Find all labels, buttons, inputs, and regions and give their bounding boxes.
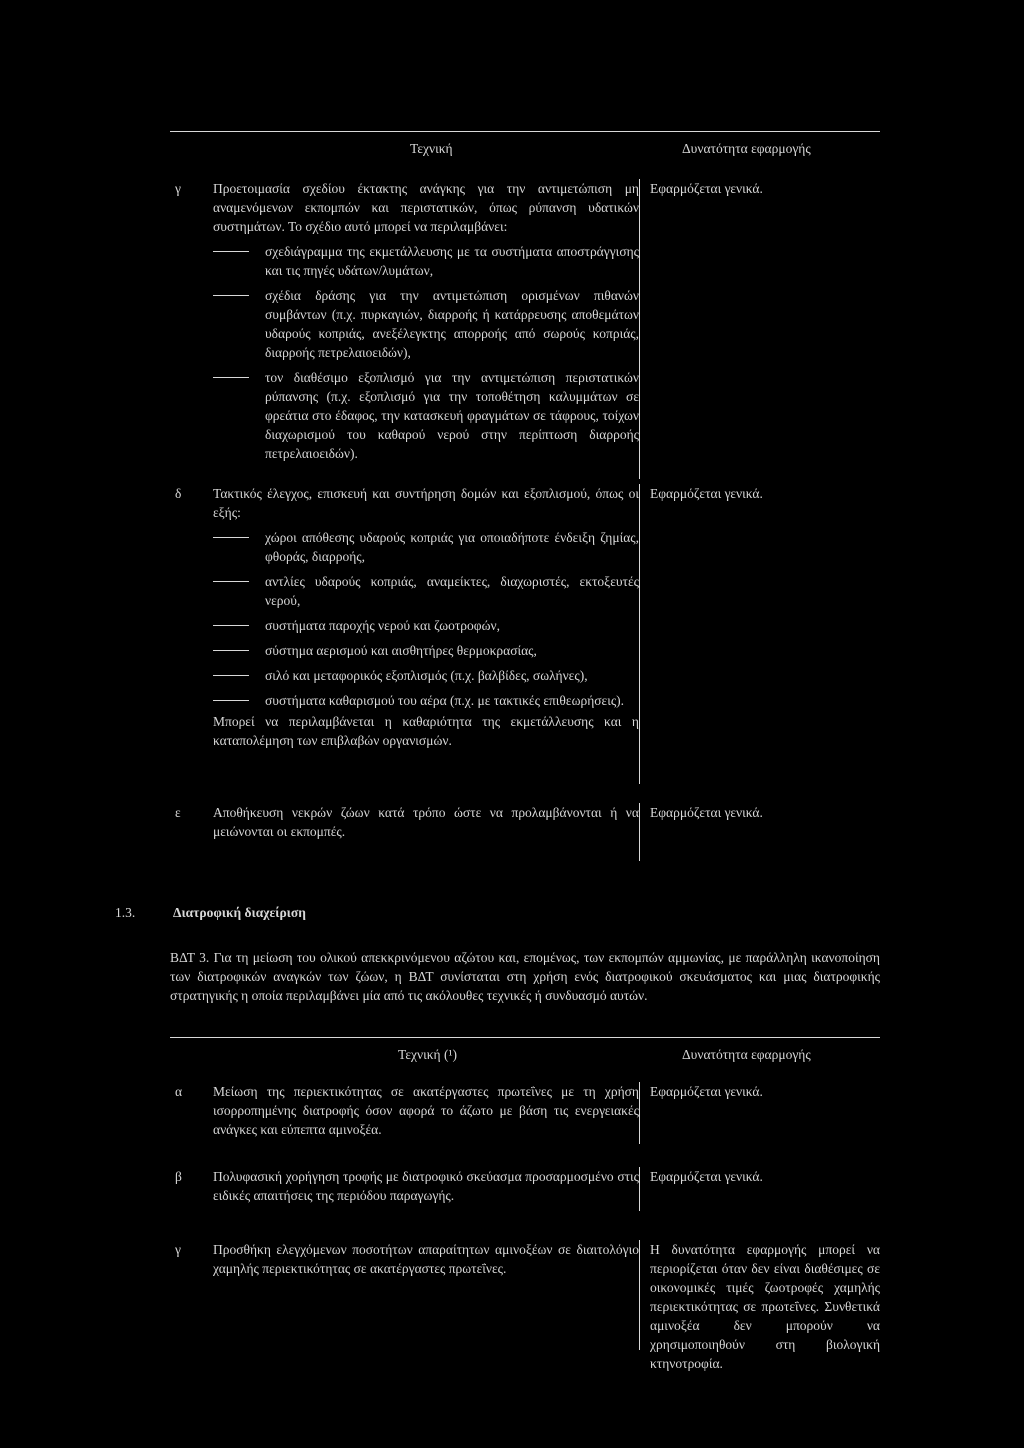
- table-row: [170, 803, 880, 861]
- list-item: σύστημα αερισμού και αισθητήρες θερμοκρασίας,: [213, 641, 639, 660]
- header-applicability: Δυνατότητα εφαρμογής: [682, 141, 811, 156]
- technique-cell: [213, 1240, 640, 1350]
- list-item: συστήματα καθαρισμού του αέρα (π.χ. με τακτικές επιθεωρήσεις).: [213, 691, 639, 710]
- table-1-header: [170, 131, 880, 160]
- technique-cell: [213, 803, 640, 861]
- header-technique: Τεχνική (¹): [398, 1047, 457, 1062]
- header-applicability: Δυνατότητα εφαρμογής: [682, 1047, 811, 1062]
- technique-intro: Πολυφασική χορήγηση τροφής με διατροφικό σκεύασμα προσαρμοσμένο στις ειδικές απαιτήσεις της περιόδου παραγωγής.: [213, 1169, 639, 1203]
- list-item: συστήματα παροχής νερού και ζωοτροφών,: [213, 616, 639, 635]
- row-label: δ: [175, 486, 182, 501]
- table-2-header: [170, 1037, 880, 1066]
- table-row: [170, 1240, 880, 1371]
- row-label: β: [175, 1169, 182, 1184]
- list-item: σχέδια δράσης για την αντιμετώπιση ορισμένων πιθανών συμβάντων (π.χ. πυρκαγιών, διαρροής ή κατάρρευσης αποθεμάτων υδαρούς κοπριάς, ανεξέλεγκτης απορροής από σωρούς κοπριάς, διαρροής πετρελαιοειδών),: [213, 286, 639, 362]
- technique-cell: [213, 484, 640, 784]
- table-row: [170, 179, 880, 479]
- applicability-cell: Εφαρμόζεται γενικά.: [650, 181, 763, 196]
- technique-intro: Τακτικός έλεγχος, επισκευή και συντήρηση δομών και εξοπλισμού, όπως οι εξής:: [213, 486, 639, 520]
- row-label: α: [175, 1084, 183, 1099]
- header-technique: Τεχνική: [410, 141, 453, 156]
- section-number: 1.3.: [115, 905, 136, 920]
- applicability-cell: Εφαρμόζεται γενικά.: [650, 805, 763, 820]
- technique-intro: Προσθήκη ελεγχόμενων ποσοτήτων απαραίτητων αμινοξέων σε διαιτολόγιο χαμηλής περιεκτικότητας σε ακατέργαστες πρωτεΐνες.: [213, 1242, 639, 1276]
- table-row: [170, 1167, 880, 1211]
- row-label: γ: [175, 1242, 181, 1257]
- technique-cell: [213, 1082, 640, 1144]
- technique-cell: [213, 179, 640, 479]
- section-title: Διατροφική διαχείριση: [173, 905, 306, 920]
- technique-intro: Μείωση της περιεκτικότητας σε ακατέργαστες πρωτεΐνες με τη χρήση ισορροπημένης διατροφής όσον αφορά το άζωτο με βάση τις ενεργειακές ανάγκες και εύπεπτα αμινοξέα.: [213, 1084, 639, 1137]
- table-1: [170, 131, 880, 861]
- table-row: [170, 1082, 880, 1144]
- technique-cell: [213, 1167, 640, 1211]
- applicability-cell: Εφαρμόζεται γενικά.: [650, 1169, 763, 1184]
- bat-paragraph: ΒΔΤ 3. Για τη μείωση του ολικού απεκκρινόμενου αζώτου και, επομένως, των εκπομπών αμμωνίας, με παράλληλη ικανοποίηση των διατροφικών αναγκών των ζώων, η ΒΔΤ συνίσταται στη χρήση ενός διατροφικού σκευάσματος και μιας διατροφικής στρατηγικής η οποία περιλαμβάνει μία από τις ακόλουθες τεχνικές ή συνδυασμό αυτών.: [170, 950, 880, 1003]
- table-2: [170, 1037, 880, 1377]
- row-label: ε: [175, 805, 181, 820]
- table-row: [170, 484, 880, 784]
- row-label: γ: [175, 181, 181, 196]
- technique-note: Μπορεί να περιλαμβάνεται η καθαριότητα της εκμετάλλευσης και η καταπολέμηση των επιβλαβών οργανισμών.: [213, 714, 639, 748]
- list-item: σχεδιάγραμμα της εκμετάλλευσης με τα συστήματα αποστράγγισης και τις πηγές υδάτων/λυμάτων,: [213, 242, 639, 280]
- technique-intro: Προετοιμασία σχεδίου έκτακτης ανάγκης για την αντιμετώπιση μη αναμενόμενων εκπομπών και περιστατικών, όπως ρύπανση υδατικών συστημάτων. Το σχέδιο αυτό μπορεί να περιλαμβάνει:: [213, 181, 639, 234]
- applicability-cell: Η δυνατότητα εφαρμογής μπορεί να περιορίζεται όταν δεν είναι διαθέσιμες σε οικονομικές τιμές ζωοτροφές χαμηλής περιεκτικότητας σε πρωτεΐνες. Συνθετικά αμινοξέα δεν μπορούν να χρησιμοποιηθούν στη βιολογική κτηνοτροφία.: [650, 1242, 880, 1371]
- applicability-cell: Εφαρμόζεται γενικά.: [650, 486, 763, 501]
- applicability-cell: Εφαρμόζεται γενικά.: [650, 1084, 763, 1099]
- list-item: αντλίες υδαρούς κοπριάς, αναμείκτες, διαχωριστές, εκτοξευτές νερού,: [213, 572, 639, 610]
- technique-intro: Αποθήκευση νεκρών ζώων κατά τρόπο ώστε να προλαμβάνονται ή να μειώνονται οι εκπομπές.: [213, 805, 639, 839]
- list-item: τον διαθέσιμο εξοπλισμό για την αντιμετώπιση περιστατικών ρύπανσης (π.χ. εξοπλισμό για την τοποθέτηση καλυμμάτων σε φρεάτια στο έδαφος, την κατασκευή φραγμάτων σε τάφρους, τοίχων διαχωρισμού του καθαρού νερού στην περίπτωση διαρροής πετρελαιοειδών).: [213, 368, 639, 463]
- list-item: σιλό και μεταφορικός εξοπλισμός (π.χ. βαλβίδες, σωλήνες),: [213, 666, 639, 685]
- list-item: χώροι απόθεσης υδαρούς κοπριάς για οποιαδήποτε ένδειξη ζημίας, φθοράς, διαρροής,: [213, 528, 639, 566]
